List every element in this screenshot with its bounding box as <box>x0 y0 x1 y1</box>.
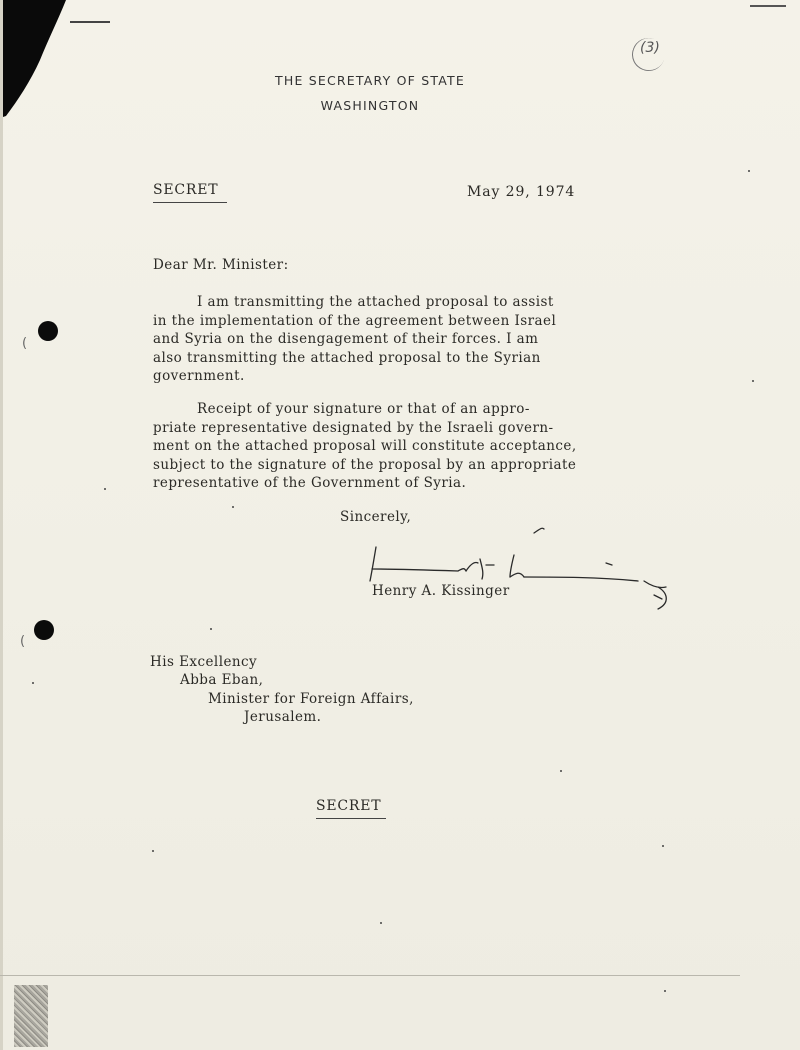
salutation: Dear Mr. Minister: <box>153 257 289 273</box>
letterhead-city: WASHINGTON <box>320 98 420 113</box>
signer-name: Henry A. Kissinger <box>372 583 510 599</box>
recipient-position: Minister for Foreign Affairs, <box>208 690 414 707</box>
page-edge <box>0 0 3 1050</box>
paragraph-line: ment on the attached proposal will constitute acceptance, <box>153 438 577 455</box>
paragraph-line: government. <box>153 368 245 385</box>
scan-noise <box>14 985 48 1047</box>
punch-hole-mark: ( <box>22 336 28 351</box>
paragraph-line: and Syria on the disengagement of their forces. I am <box>153 331 539 348</box>
paragraph-line: Receipt of your signature or that of an appro- <box>197 401 530 417</box>
scan-mark <box>750 5 786 7</box>
speck <box>104 488 106 490</box>
speck <box>752 380 754 382</box>
paragraph-2 <box>153 400 623 493</box>
scan-fold-line <box>0 975 740 976</box>
speck <box>748 170 750 172</box>
paragraph-line: priate representative designated by the Israeli govern- <box>153 419 554 436</box>
letterhead <box>230 68 510 118</box>
speck <box>560 770 562 772</box>
torn-corner-shadow <box>0 0 70 120</box>
speck <box>380 922 382 924</box>
page-marker: (3) <box>640 40 660 56</box>
paragraph-line: representative of the Government of Syria. <box>153 475 467 492</box>
classification-marking-top: SECRET <box>153 182 218 198</box>
recipient-city: Jerusalem. <box>244 709 322 726</box>
speck <box>662 845 664 847</box>
punch-hole <box>34 620 54 640</box>
speck <box>664 990 666 992</box>
letterhead-title: THE SECRETARY OF STATE <box>275 73 465 88</box>
paragraph-1 <box>153 293 603 386</box>
handwritten-signature <box>358 525 678 620</box>
recipient-title: His Excellency <box>150 654 258 670</box>
speck <box>152 850 154 852</box>
punch-hole <box>38 321 58 341</box>
speck <box>232 506 234 508</box>
recipient-name: Abba Eban, <box>180 672 264 689</box>
speck <box>210 628 212 630</box>
recipient-block <box>150 653 414 727</box>
paragraph-line: subject to the signature of the proposal by an appropriate <box>153 456 577 473</box>
letter-date: May 29, 1974 <box>467 184 576 200</box>
paragraph-line: in the implementation of the agreement between Israel <box>153 312 557 329</box>
scan-mark <box>70 21 110 23</box>
closing: Sincerely, <box>340 509 412 525</box>
paragraph-line: also transmitting the attached proposal to the Syrian <box>153 349 541 366</box>
speck <box>32 682 34 684</box>
classification-marking-bottom: SECRET <box>316 798 381 814</box>
paragraph-line: I am transmitting the attached proposal to assist <box>197 294 554 310</box>
punch-hole-mark: ( <box>20 634 26 649</box>
